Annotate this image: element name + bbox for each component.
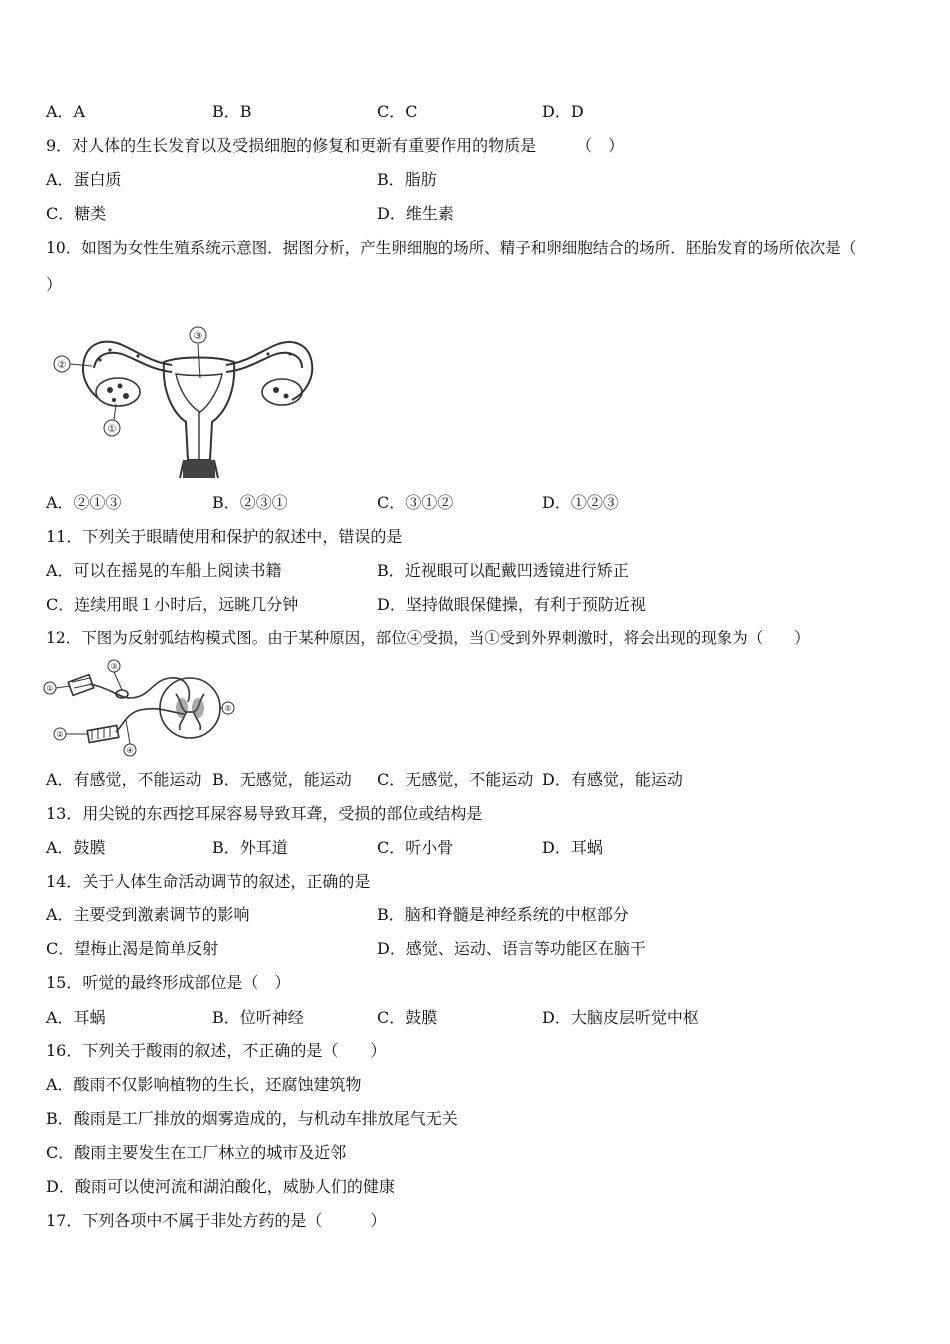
q9-option-a: A．蛋白质 xyxy=(46,170,122,189)
q16-option-d: D．酸雨可以使河流和湖泊酸化，威胁人们的健康 xyxy=(46,1177,395,1196)
q14-option-a: A．主要受到激素调节的影响 xyxy=(46,905,250,924)
q11-stem: 11．下列关于眼睛使用和保护的叙述中，错误的是 xyxy=(46,527,403,546)
q13-option-d: D．耳蜗 xyxy=(542,838,603,857)
q12-option-b: B．无感觉，能运动 xyxy=(212,770,352,789)
q13-option-a: A．鼓膜 xyxy=(46,838,106,857)
q16-option-c: C．酸雨主要发生在工厂林立的城市及近邻 xyxy=(46,1143,347,1162)
q11-option-d: D．坚持做眼保健操，有利于预防近视 xyxy=(377,595,646,614)
q8-option-c: C．C xyxy=(377,102,418,121)
q9-option-d: D．维生素 xyxy=(377,204,454,223)
q8-option-a: A．A xyxy=(46,102,86,121)
q12-label-3: ③ xyxy=(110,662,118,671)
q12-option-c: C．无感觉，不能运动 xyxy=(377,770,534,789)
q10-option-a: A．②①③ xyxy=(46,493,122,512)
q10-stem-line1: 10．如图为女性生殖系统示意图．据图分析，产生卵细胞的场所、精子和卵细胞结合的场所．胚胎发育的场所依次是（ xyxy=(46,239,857,257)
q10-option-b: B．②③① xyxy=(212,493,288,512)
q12-label-4: ④ xyxy=(126,746,134,755)
q14-option-b: B．脑和脊髓是神经系统的中枢部分 xyxy=(377,905,629,924)
q10-stem-line2: ） xyxy=(46,275,63,294)
female-reproductive-system-figure xyxy=(40,320,320,480)
q16-option-b: B．酸雨是工厂排放的烟雾造成的，与机动车排放尾气无关 xyxy=(46,1109,458,1128)
q10-label-1: ① xyxy=(107,424,117,435)
q17-stem: 17．下列各项中不属于非处方药的是（ ） xyxy=(46,1211,387,1230)
q15-option-c: C．鼓膜 xyxy=(377,1008,438,1027)
q14-option-c: C．望梅止渴是简单反射 xyxy=(46,939,219,958)
q13-option-b: B．外耳道 xyxy=(212,838,288,857)
q11-option-b: B．近视眼可以配戴凹透镜进行矫正 xyxy=(377,561,629,580)
q11-option-a: A．可以在摇晃的车船上阅读书籍 xyxy=(46,561,282,580)
q15-option-d: D．大脑皮层听觉中枢 xyxy=(542,1008,699,1027)
q15-option-b: B．位听神经 xyxy=(212,1008,304,1027)
q13-stem: 13．用尖锐的东西挖耳屎容易导致耳聋，受损的部位或结构是 xyxy=(46,804,483,823)
q12-label-1: ① xyxy=(46,684,54,693)
q10-label-2: ② xyxy=(57,360,67,371)
q10-label-3: ③ xyxy=(193,331,203,342)
q15-stem: 15．听觉的最终形成部位是（ ） xyxy=(46,973,291,992)
q8-option-b: B．B xyxy=(212,102,252,121)
q13-option-c: C．听小骨 xyxy=(377,838,454,857)
q12-label-5: ⑤ xyxy=(224,704,232,713)
q10-option-c: C．③①② xyxy=(377,493,454,512)
q14-option-d: D．感觉、运动、语言等功能区在脑干 xyxy=(377,939,646,958)
q9-option-b: B．脂肪 xyxy=(377,170,437,189)
q11-option-c: C．连续用眼１小时后，远眺几分钟 xyxy=(46,595,299,614)
q12-label-2: ② xyxy=(56,730,64,739)
reflex-arc-figure xyxy=(40,658,240,758)
q14-stem: 14．关于人体生命活动调节的叙述，正确的是 xyxy=(46,872,371,891)
q9-option-c: C．糖类 xyxy=(46,204,107,223)
q8-option-d: D．D xyxy=(542,102,584,121)
q10-option-d: D．①②③ xyxy=(542,493,619,512)
q16-stem: 16．下列关于酸雨的叙述，不正确的是（ ） xyxy=(46,1041,387,1060)
q9-stem: 9．对人体的生长发育以及受损细胞的修复和更新有重要作用的物质是 （ ） xyxy=(46,136,625,155)
q12-stem: 12．下图为反射弧结构模式图。由于某种原因，部位④受损，当①受到外界刺激时，将会出现的现象为（ ） xyxy=(46,629,810,647)
q12-option-d: D．有感觉，能运动 xyxy=(542,770,683,789)
q12-option-a: A．有感觉，不能运动 xyxy=(46,770,202,789)
q15-option-a: A．耳蜗 xyxy=(46,1008,106,1027)
q16-option-a: A．酸雨不仅影响植物的生长，还腐蚀建筑物 xyxy=(46,1075,362,1094)
